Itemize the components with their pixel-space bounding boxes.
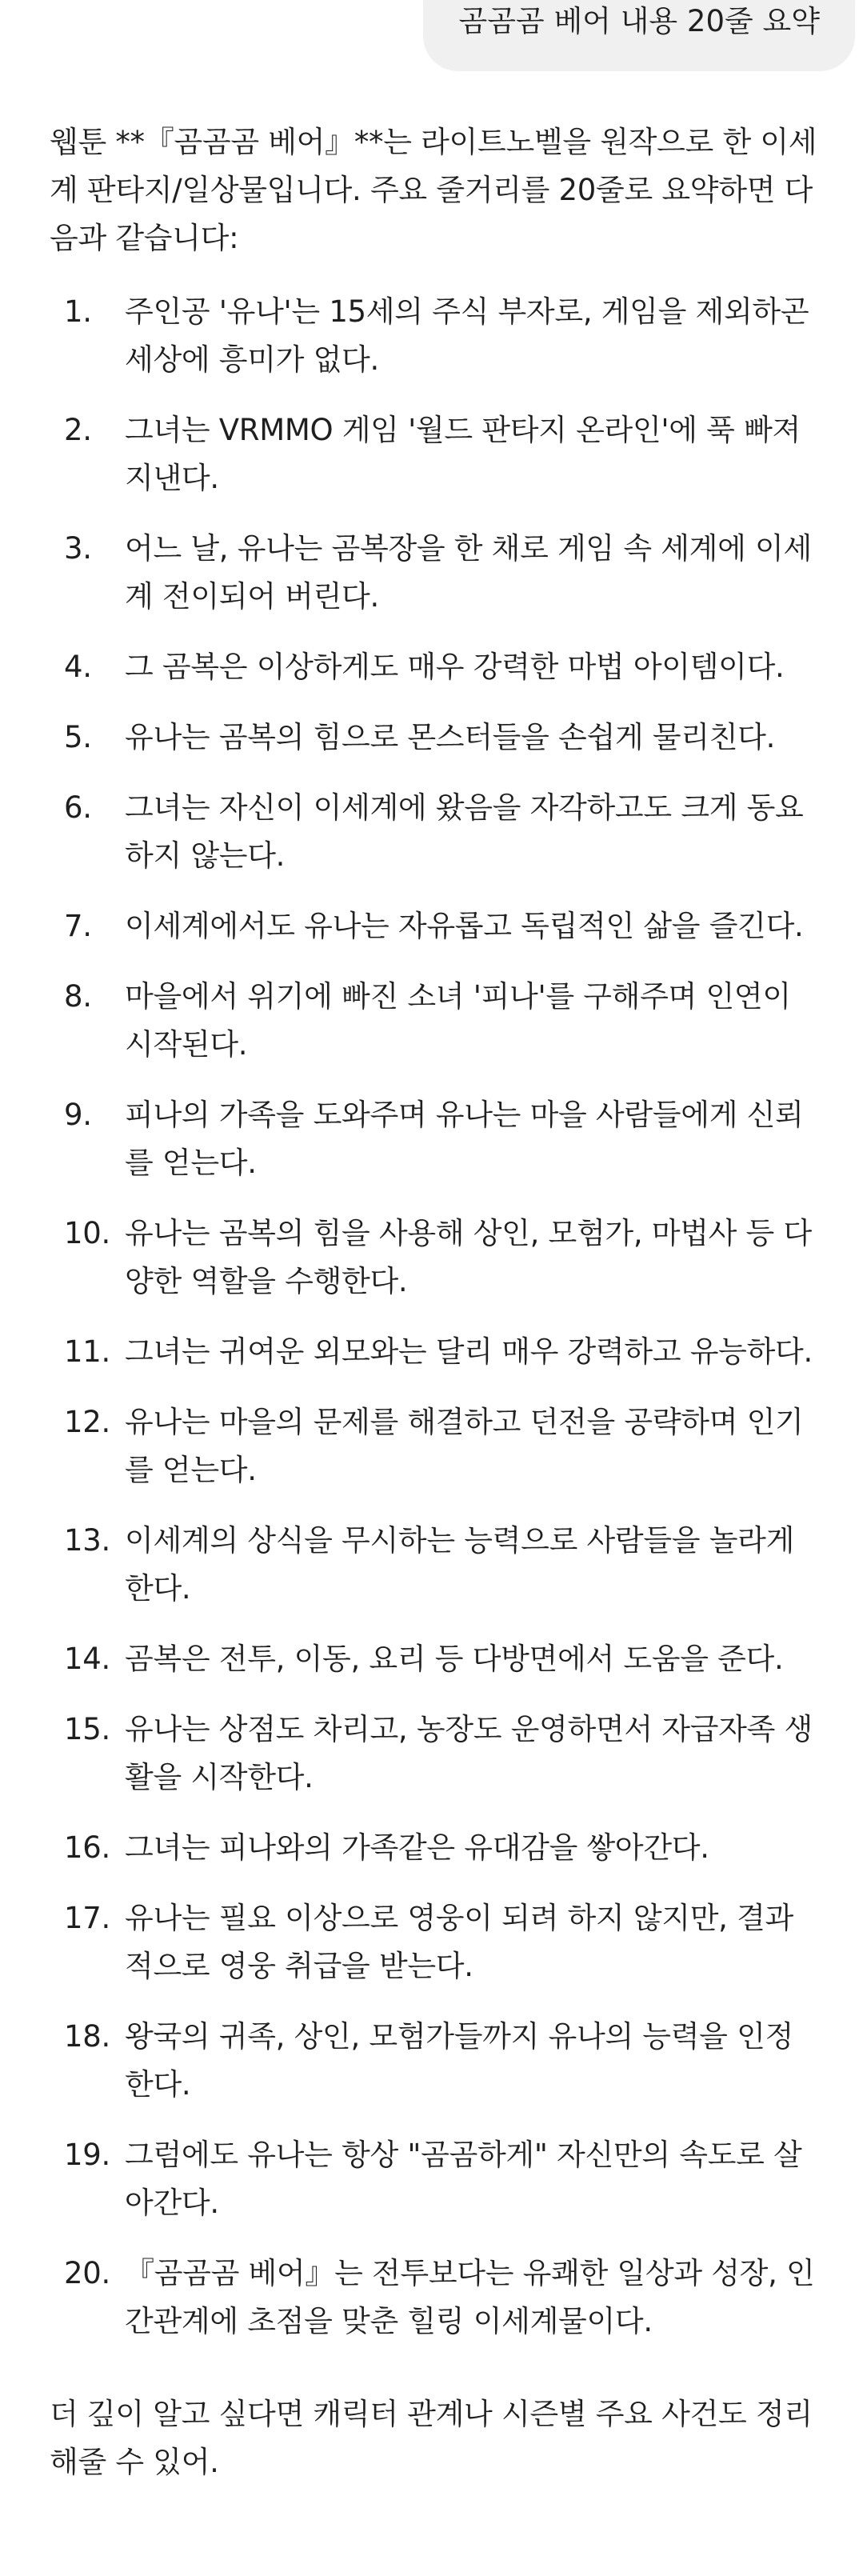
summary-item-number: 6. bbox=[64, 790, 92, 825]
summary-item-text: 마을에서 위기에 빠진 소녀 '피나'를 구해주며 인연이 시작된다. bbox=[125, 979, 791, 1062]
summary-item-number: 1. bbox=[64, 294, 92, 329]
summary-item-number: 15. bbox=[64, 1712, 110, 1746]
summary-item-number: 13. bbox=[64, 1523, 110, 1558]
summary-item bbox=[50, 2250, 817, 2346]
summary-item bbox=[50, 288, 817, 384]
assistant-response bbox=[50, 118, 817, 2486]
summary-item-text: 이세계에서도 유나는 자유롭고 독립적인 삶을 즐긴다. bbox=[125, 909, 804, 943]
summary-item-text: 주인공 '유나'는 15세의 주식 부자로, 게임을 제외하곤 세상에 흥미가 없다. bbox=[125, 294, 809, 377]
summary-item-number: 10. bbox=[64, 1216, 110, 1250]
summary-item-number: 5. bbox=[64, 720, 92, 754]
summary-item-number: 14. bbox=[64, 1642, 110, 1676]
summary-item-text: 『곰곰곰 베어』는 전투보다는 유쾌한 일상과 성장, 인간관계에 초점을 맞춘 힐링 이세계물이다. bbox=[125, 2256, 815, 2338]
summary-item-number: 8. bbox=[64, 979, 92, 1014]
summary-item-text: 유나는 마을의 문제를 해결하고 던전을 공략하며 인기를 얻는다. bbox=[125, 1405, 804, 1487]
summary-item-text: 이세계의 상식을 무시하는 능력으로 사람들을 놀라게 한다. bbox=[125, 1523, 795, 1606]
summary-item-number: 19. bbox=[64, 2138, 110, 2172]
summary-item-number: 16. bbox=[64, 1830, 110, 1865]
summary-item-text: 어느 날, 유나는 곰복장을 한 채로 게임 속 세계에 이세계 전이되어 버린다. bbox=[125, 531, 812, 614]
summary-item bbox=[50, 525, 817, 621]
summary-item bbox=[50, 1894, 817, 1990]
summary-item-number: 9. bbox=[64, 1098, 92, 1132]
summary-item bbox=[50, 643, 817, 691]
summary-item-text: 그녀는 피나와의 가족같은 유대감을 쌓아간다. bbox=[125, 1830, 709, 1865]
summary-item-number: 2. bbox=[64, 413, 92, 447]
summary-item-text: 그녀는 자신이 이세계에 왔음을 자각하고도 크게 동요하지 않는다. bbox=[125, 790, 804, 873]
summary-item-text: 피나의 가족을 도와주며 유나는 마을 사람들에게 신뢰를 얻는다. bbox=[125, 1098, 804, 1180]
summary-item-text: 유나는 필요 이상으로 영웅이 되려 하지 않지만, 결과적으로 영웅 취급을 받는다. bbox=[125, 1901, 793, 1983]
summary-list bbox=[50, 288, 817, 2346]
summary-item-number: 20. bbox=[64, 2256, 110, 2290]
summary-item-number: 17. bbox=[64, 1901, 110, 1935]
summary-item-text: 왕국의 귀족, 상인, 모험가들까지 유나의 능력을 인정한다. bbox=[125, 2019, 793, 2102]
summary-item bbox=[50, 902, 817, 950]
summary-item bbox=[50, 2013, 817, 2109]
summary-item-text: 유나는 곰복의 힘으로 몬스터들을 손쉽게 물리친다. bbox=[125, 720, 776, 754]
summary-item-text: 그녀는 귀여운 외모와는 달리 매우 강력하고 유능하다. bbox=[125, 1334, 813, 1369]
user-message-text: 곰곰곰 베어 내용 20줄 요약 bbox=[458, 4, 820, 38]
response-outro: 더 깊이 알고 싶다면 캐릭터 관계나 시즌별 주요 사건도 정리해줄 수 있어. bbox=[50, 2397, 813, 2479]
summary-item bbox=[50, 1517, 817, 1613]
summary-item-number: 4. bbox=[64, 650, 92, 684]
summary-item bbox=[50, 1398, 817, 1494]
summary-item-text: 유나는 곰복의 힘을 사용해 상인, 모험가, 마법사 등 다양한 역할을 수행한다. bbox=[125, 1216, 812, 1298]
summary-item-text: 곰복은 전투, 이동, 요리 등 다방면에서 도움을 준다. bbox=[125, 1642, 784, 1676]
summary-item bbox=[50, 1824, 817, 1872]
response-intro: 웹툰 **『곰곰곰 베어』**는 라이트노벨을 원작으로 한 이세계 판타지/일상물입니다. 주요 줄거리를 20줄로 요약하면 다음과 같습니다: bbox=[50, 125, 817, 255]
summary-item bbox=[50, 1328, 817, 1376]
summary-item-number: 11. bbox=[64, 1334, 110, 1369]
user-message-bubble bbox=[423, 0, 855, 71]
summary-item bbox=[50, 784, 817, 880]
summary-item bbox=[50, 406, 817, 502]
summary-item bbox=[50, 714, 817, 762]
summary-item-text: 그 곰복은 이상하게도 매우 강력한 마법 아이템이다. bbox=[125, 650, 785, 684]
summary-item-number: 18. bbox=[64, 2019, 110, 2054]
summary-item bbox=[50, 1635, 817, 1683]
summary-item bbox=[50, 1706, 817, 1802]
summary-item-text: 그럼에도 유나는 항상 "곰곰하게" 자신만의 속도로 살아간다. bbox=[125, 2138, 802, 2220]
summary-item-number: 3. bbox=[64, 531, 92, 566]
summary-item bbox=[50, 1210, 817, 1306]
summary-item-number: 7. bbox=[64, 909, 92, 943]
summary-item bbox=[50, 2131, 817, 2227]
summary-item-text: 유나는 상점도 차리고, 농장도 운영하면서 자급자족 생활을 시작한다. bbox=[125, 1712, 813, 1794]
summary-item-text: 그녀는 VRMMO 게임 '월드 판타지 온라인'에 푹 빠져 지낸다. bbox=[125, 413, 801, 495]
summary-item bbox=[50, 973, 817, 1069]
summary-item bbox=[50, 1091, 817, 1187]
summary-item-number: 12. bbox=[64, 1405, 110, 1439]
